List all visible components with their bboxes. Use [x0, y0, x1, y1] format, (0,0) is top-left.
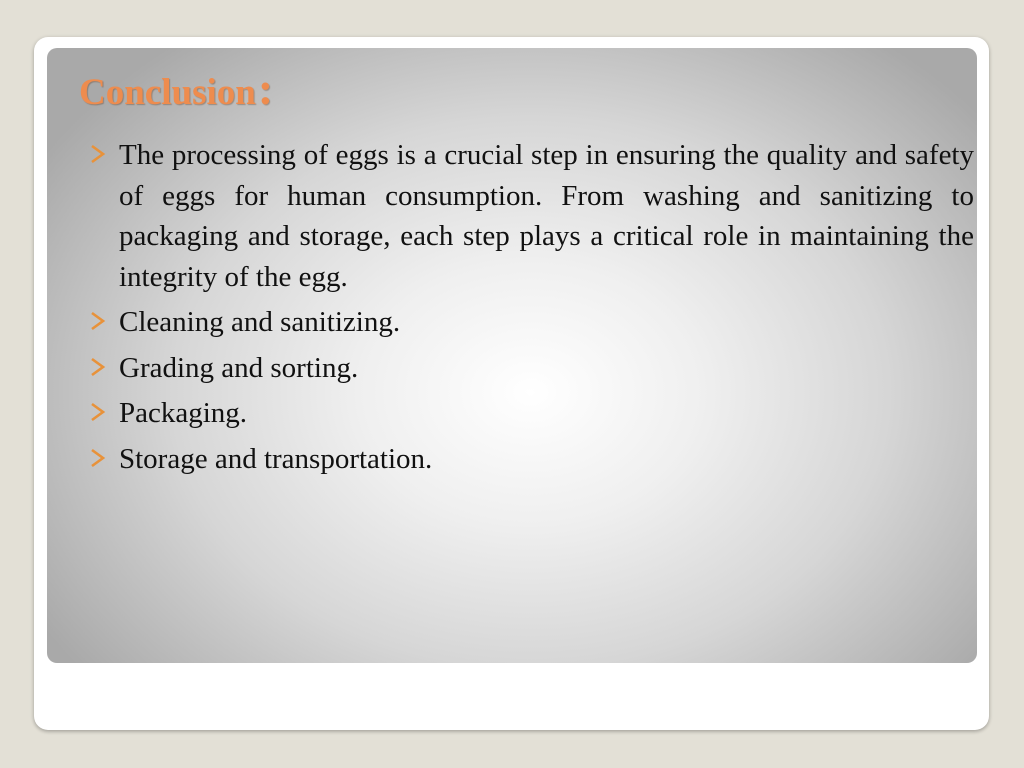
bullet-text: Cleaning and sanitizing. — [119, 306, 401, 338]
bullet-item — [87, 348, 974, 389]
bullet-list — [87, 135, 974, 484]
bullet-text: The processing of eggs is a crucial step in ensuring the quality and safety of eggs for human consumption. From washing and sanitizing to packaging and storage, each step plays a critical role in maintaining the integrity of the egg. — [119, 139, 974, 293]
arrow-right-icon — [89, 143, 107, 165]
arrow-right-icon — [89, 356, 107, 378]
bullet-text: Grading and sorting. — [119, 351, 359, 384]
bullet-item — [87, 135, 974, 297]
bullet-item — [87, 393, 974, 434]
bullet-item — [87, 439, 974, 480]
slide-title — [79, 64, 273, 115]
bullet-item — [87, 302, 974, 343]
arrow-right-icon — [89, 447, 107, 469]
arrow-right-icon — [89, 310, 107, 332]
content-panel — [47, 48, 977, 663]
bullet-text: Storage and transportation. — [119, 442, 433, 475]
slide-title-text: Conclusion — [79, 72, 256, 113]
bullet-text: Packaging. — [119, 397, 248, 429]
arrow-right-icon — [89, 401, 107, 423]
slide-title-colon: : — [257, 63, 274, 114]
